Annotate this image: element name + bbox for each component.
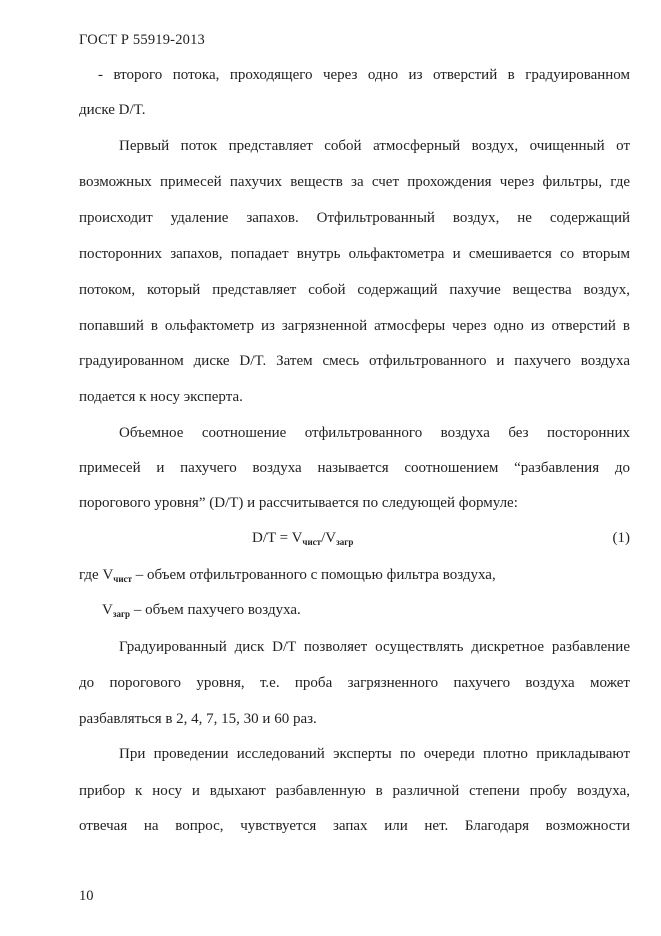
text-line: подается к носу эксперта. (79, 389, 243, 405)
formula-sub-clean: чист (302, 537, 322, 547)
equation-number: (1) (612, 530, 630, 546)
formula-sub-polluted: загр (336, 537, 354, 547)
text-line: попавший в ольфактометр из загрязненной атмосферы через одно из отверстий в (79, 318, 630, 334)
text-line: Градуированный диск D/T позволяет осуществлять дискретное разбавление (119, 639, 630, 655)
definition-prefix: V (102, 602, 113, 618)
definition-sub: загр (112, 609, 131, 619)
text-line: происходит удаление запахов. Отфильтрованный воздух, не содержащий (79, 210, 630, 226)
text-line: отвечая на вопрос, чувствуется запах или нет. Благодаря возможности (79, 818, 630, 834)
page-number: 10 (79, 888, 94, 904)
definition-text: – объем отфильтрованного с помощью фильтра воздуха, (131, 567, 496, 583)
definition-line (79, 566, 630, 588)
formula-lhs: D/T = V (252, 530, 303, 546)
text-line: диске D/T. (79, 102, 146, 118)
text-line: порогового уровня” (D/T) и рассчитывается по следующей формуле: (79, 495, 518, 511)
document-header: ГОСТ Р 55919-2013 (79, 32, 205, 48)
text-line: Первый поток представляет собой атмосферный воздух, очищенный от (119, 138, 630, 154)
text-line: потоком, который представляет собой содержащий пахучие вещества воздух, (79, 282, 630, 298)
text-line: примесей и пахучего воздуха называется соотношением “разбавления до (79, 460, 630, 476)
formula-mid: /V (321, 530, 337, 546)
text-line: - второго потока, проходящего через одно из отверстий в градуированном (98, 67, 630, 83)
formula (252, 530, 353, 547)
text-line: посторонних запахов, попадает внутрь ольфактометра и смешивается со вторым (79, 246, 630, 262)
text-line: При проведении исследований эксперты по очереди плотно прикладывают (119, 746, 630, 762)
definition-text: – объем пахучего воздуха. (130, 602, 301, 618)
text-line: до порогового уровня, т.е. проба загрязненного пахучего воздуха может (79, 675, 630, 691)
definition-prefix: где V (79, 567, 114, 583)
text-line: прибор к носу и вдыхают разбавленную в различной степени пробу воздуха, (79, 783, 630, 799)
text-line: возможных примесей пахучих веществ за счет прохождения через фильтры, где (79, 174, 630, 190)
text-line: разбавляться в 2, 4, 7, 15, 30 и 60 раз. (79, 711, 317, 727)
text-line: градуированном диске D/T. Затем смесь отфильтрованного и пахучего воздуха (79, 353, 630, 369)
text-line: Объемное соотношение отфильтрованного воздуха без посторонних (119, 425, 630, 441)
definition-sub: чист (113, 574, 132, 584)
definition-line (102, 601, 630, 623)
